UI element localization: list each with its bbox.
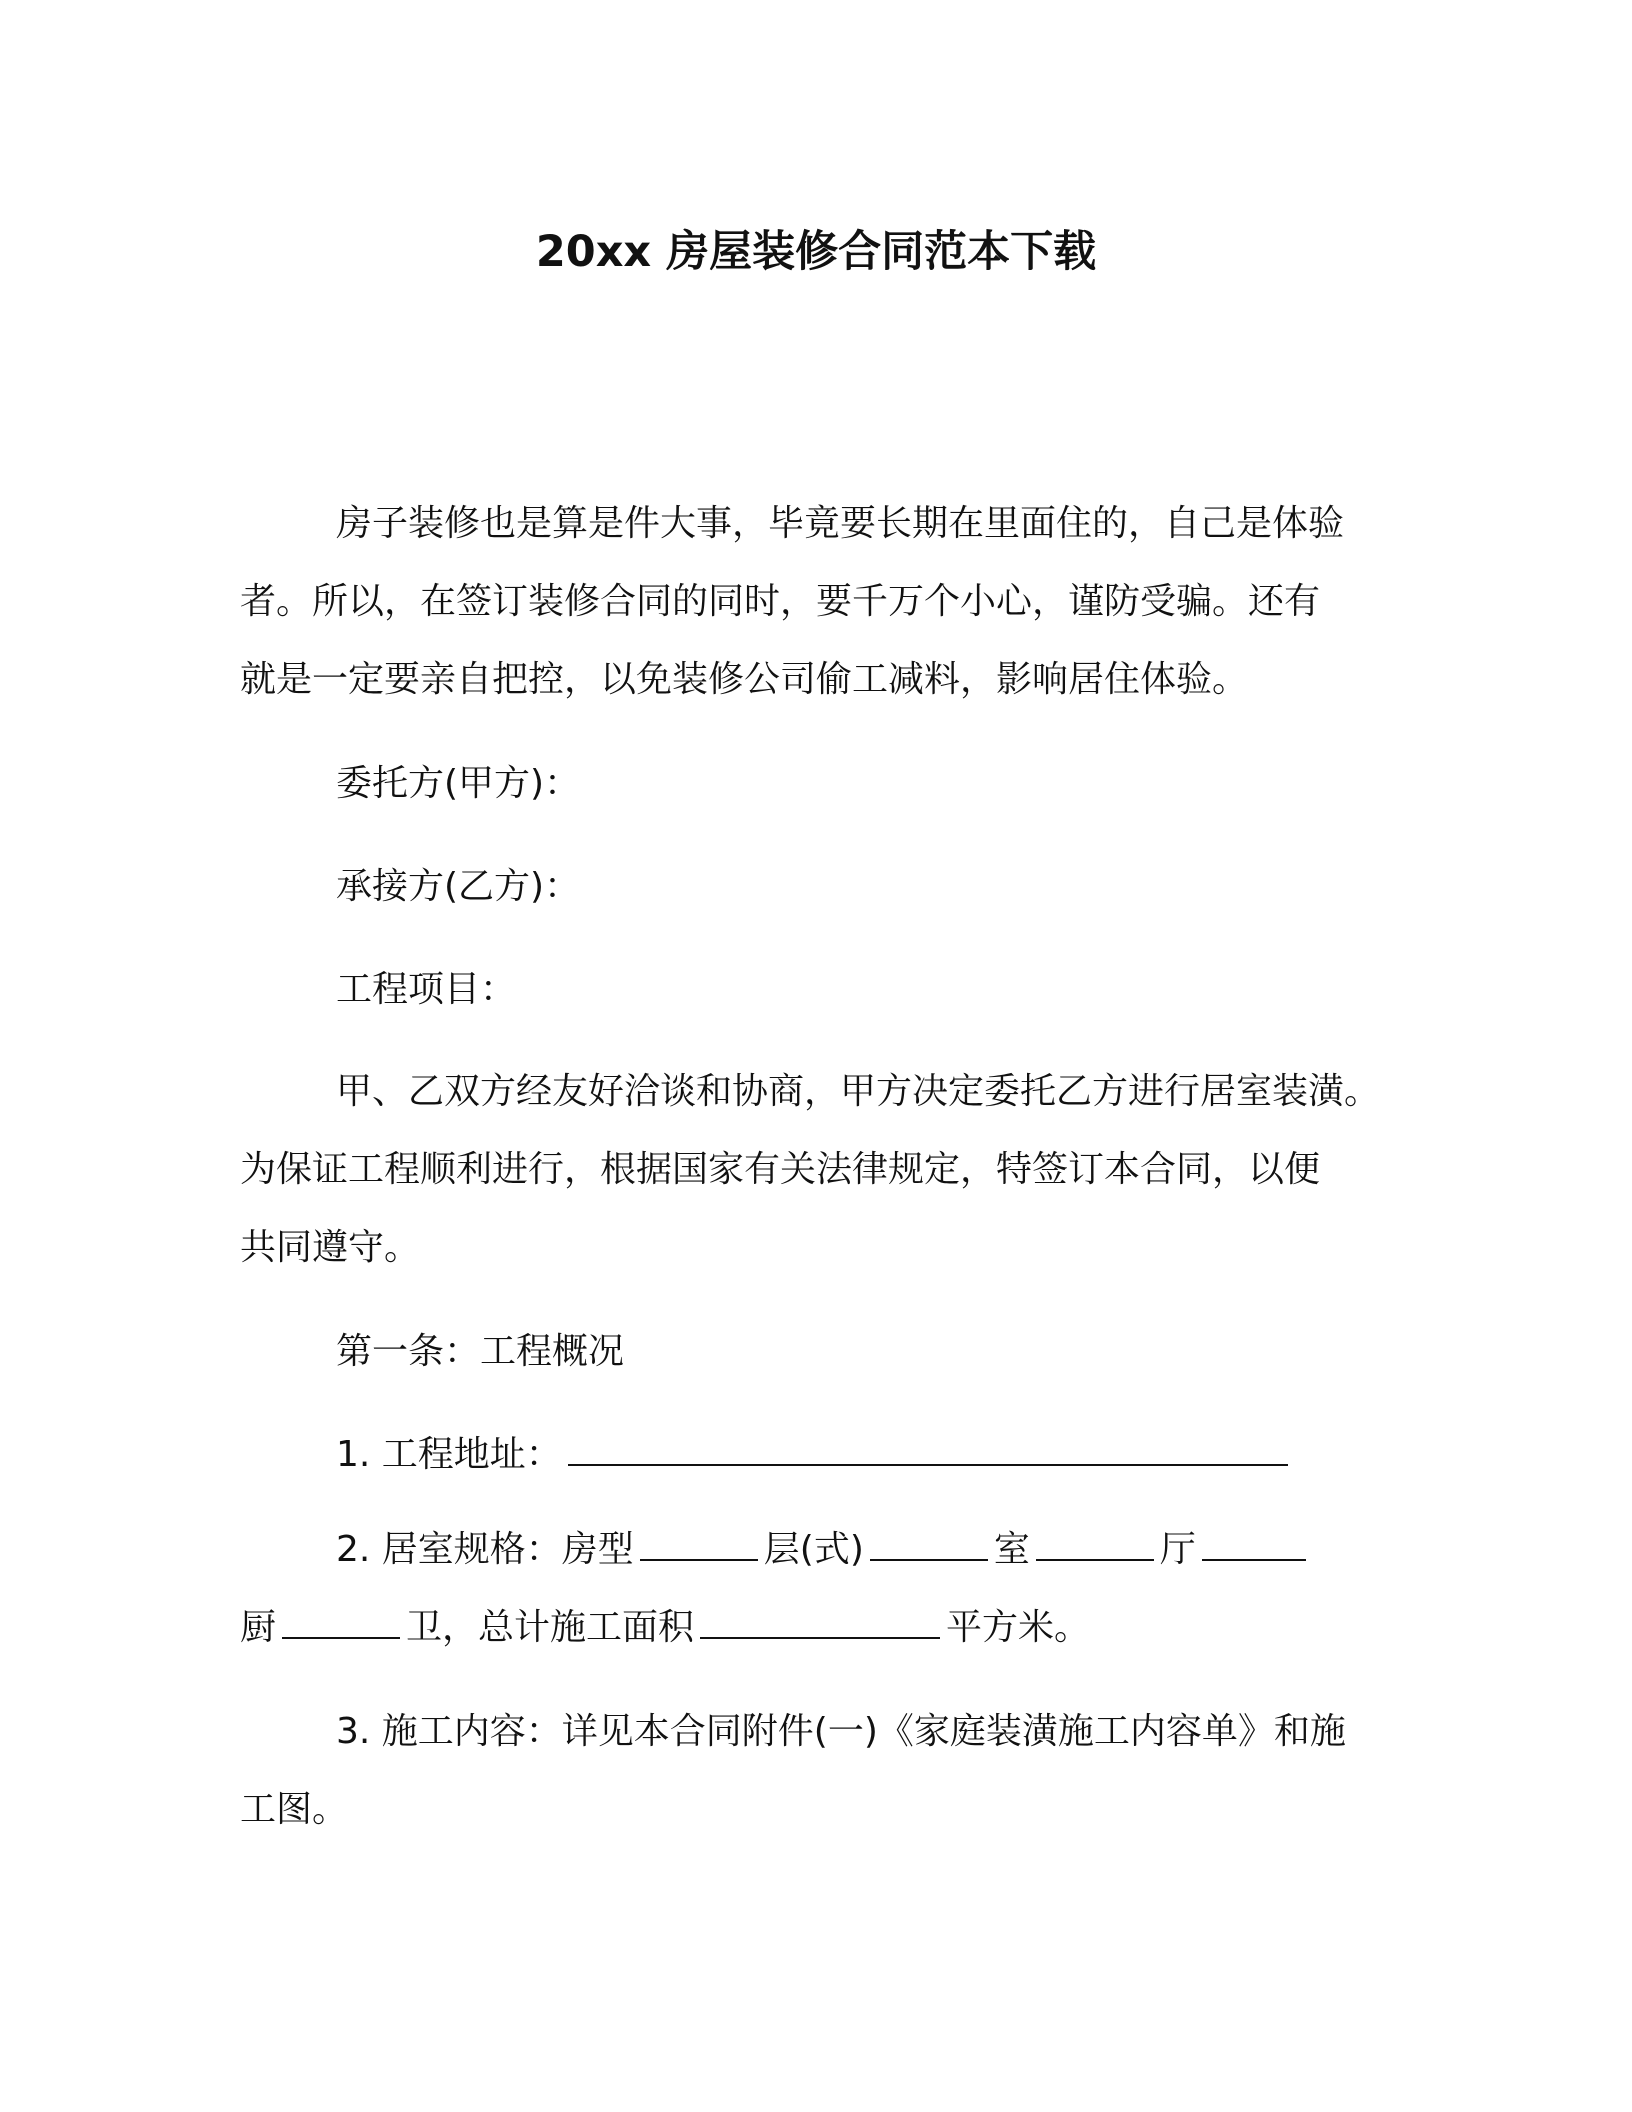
party-a-label: 委托方(甲方)：: [336, 763, 581, 804]
room-spec-line: [240, 1511, 1415, 1589]
room-spec-label: 2. 居室规格：房型: [336, 1529, 634, 1570]
intro-line: 者。所以，在签订装修合同的同时，要千万个小心，谨防受骗。还有: [240, 581, 1321, 622]
area-unit: 平方米。: [946, 1607, 1091, 1648]
kitchen-blank[interactable]: [282, 1607, 400, 1639]
address-label: 1. 工程地址：: [336, 1434, 562, 1475]
hall-blank[interactable]: [1202, 1529, 1306, 1561]
agreement-paragraph: [240, 1053, 1415, 1287]
item-3-content: [240, 1693, 1415, 1849]
intro-paragraph: [240, 485, 1415, 719]
floor-label: 层(式): [763, 1529, 864, 1570]
room-label: 室: [993, 1529, 1030, 1570]
project-line: [240, 951, 1415, 1029]
address-blank[interactable]: [568, 1434, 1288, 1466]
agreement-line: 为保证工程顺利进行，根据国家有关法律规定，特签订本合同，以便: [240, 1149, 1321, 1190]
agreement-line: 甲、乙双方经友好洽谈和协商，甲方决定委托乙方进行居室装潢。: [336, 1071, 1381, 1112]
party-b-line: [240, 848, 1415, 926]
kitchen-label: 厨: [240, 1607, 277, 1648]
agreement-line: 共同遵守。: [240, 1227, 421, 1268]
item-1-address: [240, 1416, 1415, 1494]
content-line: 工图。: [240, 1789, 349, 1830]
article-1-heading: [240, 1313, 1415, 1391]
project-label: 工程项目：: [336, 969, 517, 1010]
room-blank[interactable]: [1036, 1529, 1154, 1561]
document-title: 20xx 房屋装修合同范本下载: [535, 227, 1097, 277]
floor-blank[interactable]: [870, 1529, 988, 1561]
intro-line: 就是一定要亲自把控，以免装修公司偷工减料，影响居住体验。: [240, 659, 1249, 700]
bath-label: 卫，总计施工面积: [406, 1607, 695, 1648]
address-line: [240, 1416, 1415, 1494]
intro-line: 房子装修也是算是件大事，毕竟要长期在里面住的，自己是体验: [336, 503, 1345, 544]
house-type-blank[interactable]: [640, 1529, 758, 1561]
item-2-room-spec: [240, 1511, 1415, 1667]
party-b-label: 承接方(乙方)：: [336, 866, 581, 907]
area-blank[interactable]: [700, 1607, 940, 1639]
content-line: 3. 施工内容：详见本合同附件(一)《家庭装潢施工内容单》和施: [336, 1711, 1346, 1752]
article-heading-text: 第一条：工程概况: [336, 1331, 625, 1372]
hall-label: 厅: [1159, 1529, 1196, 1570]
party-a-line: [240, 745, 1415, 823]
room-spec-line: [240, 1589, 1415, 1667]
